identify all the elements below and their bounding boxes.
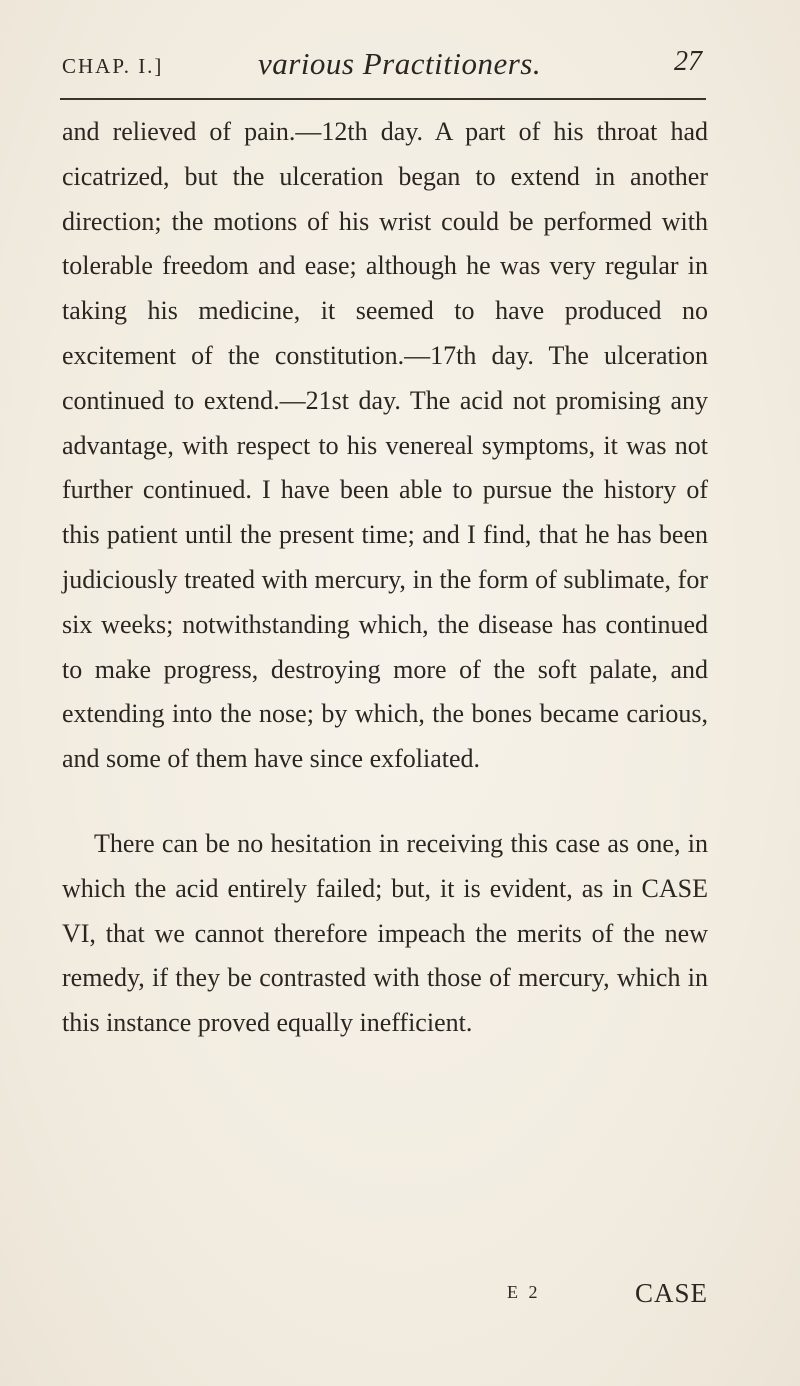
paragraph-2: There can be no hesitation in receiving this case as one, in which the acid entirely failed; but, it is evident, as in CASE VI, that we cannot therefore impeach the merits of the new remedy, if they be contrasted with those of mercury, which in this instance proved equally inefficient. [62,828,708,1038]
page-footer [62,1278,708,1318]
header-rule [60,98,706,100]
catchword: CASE [634,1278,708,1308]
running-title: various Practitioners. [258,46,542,81]
paragraph-1: and relieved of pain.—12th day. A part of his throat had cicatrized, but the ulceration began to extend in another direction; the motions of his wrist could be performed with tolerable freedom and ease; although he was very regular in taking his medicine, it seemed to have produced no excitement of the constitution.—17th day. The ulceration continued to extend.—21st day. The acid not promising any advantage, with respect to his venereal symptoms, it was not further continued. I have been able to pursue the history of this patient until the present time; and I find, that he has been judiciously treated with mercury, in the form of sublimate, for six weeks; notwithstanding which, the disease has continued to make progress, destroying more of the soft palate, and extending into the nose; by which, the bones became carious, and some of them have since exfoliated. [62,117,708,774]
running-header [62,46,702,96]
chapter-reference: CHAP. I.] [62,54,164,78]
body-text [62,110,708,1046]
signature-mark: E 2 [507,1282,541,1302]
page-number: 27 [674,46,702,77]
